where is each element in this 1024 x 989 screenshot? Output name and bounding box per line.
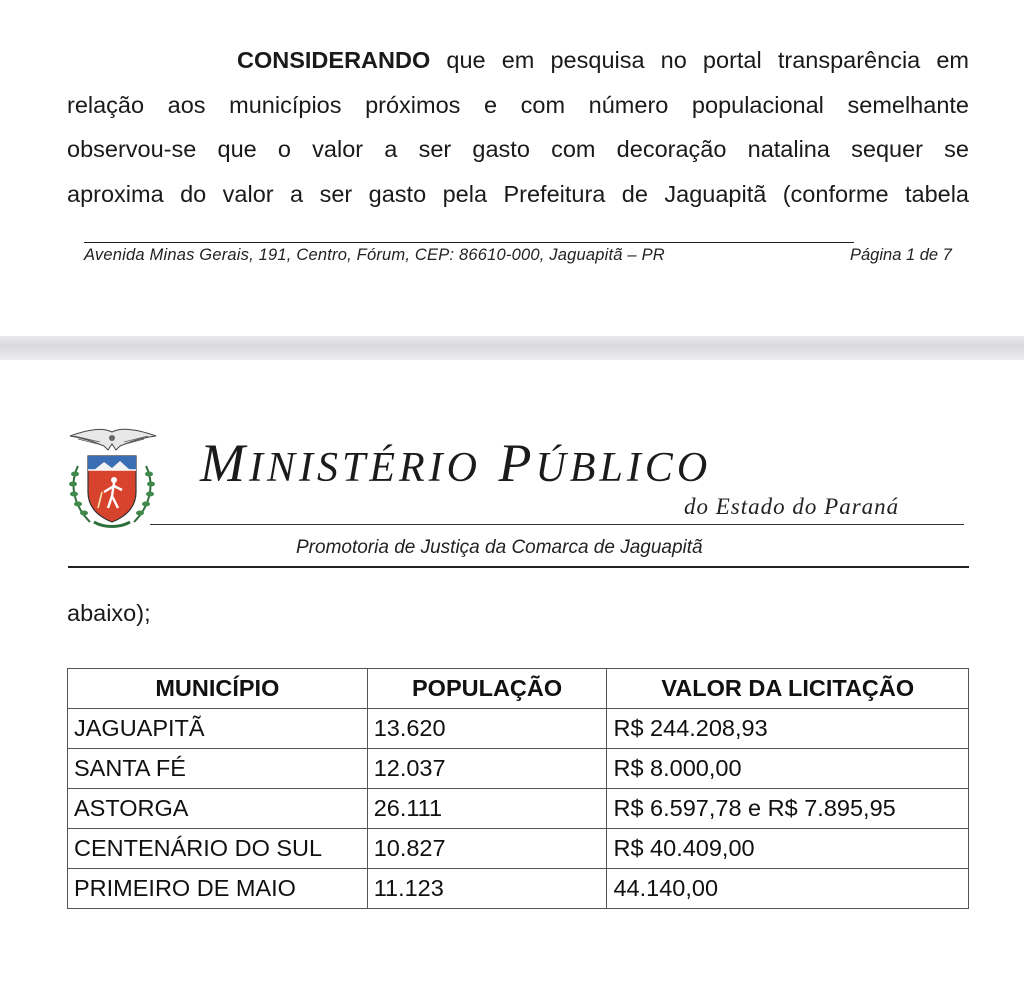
cell-municipio: ASTORGA xyxy=(68,789,368,829)
state-subtitle: do Estado do Paraná xyxy=(684,494,900,519)
parana-coat-of-arms-icon xyxy=(64,426,160,530)
paragraph-line: aproxima do valor a ser gasto pela Prefeitura de Jaguapitã (conforme tabela xyxy=(67,180,969,207)
cell-valor: R$ 40.409,00 xyxy=(607,829,969,869)
cell-populacao: 11.123 xyxy=(367,869,607,909)
cell-valor: R$ 8.000,00 xyxy=(607,749,969,789)
title-initial: M xyxy=(200,433,249,493)
cell-valor: R$ 244.208,93 xyxy=(607,709,969,749)
licitacao-table xyxy=(67,668,969,909)
promotoria-label: Promotoria de Justiça da Comarca de Jaguapitã xyxy=(296,537,703,558)
considerando-paragraph xyxy=(67,38,969,216)
table-row xyxy=(68,789,969,829)
cell-municipio: SANTA FÉ xyxy=(68,749,368,789)
paragraph-line: observou-se que o valor a ser gasto com decoração natalina sequer se xyxy=(67,136,969,162)
title-word: INISTÉRIO xyxy=(248,445,481,491)
table-row xyxy=(68,709,969,749)
paragraph-line xyxy=(67,38,969,83)
cell-valor: R$ 6.597,78 e R$ 7.895,95 xyxy=(607,789,969,829)
footer-divider xyxy=(84,242,854,243)
table-row xyxy=(68,869,969,909)
header-divider xyxy=(150,524,964,525)
table-header-row xyxy=(68,669,969,709)
cell-populacao: 26.111 xyxy=(367,789,607,829)
title-word: ÚBLICO xyxy=(535,445,712,491)
paragraph-text: que em pesquisa no portal transparência em xyxy=(446,47,970,73)
table-row xyxy=(68,749,969,789)
cell-municipio: PRIMEIRO DE MAIO xyxy=(68,869,368,909)
document-page-1 xyxy=(0,0,1024,336)
continuation-text: abaixo); xyxy=(67,600,151,626)
table-row xyxy=(68,829,969,869)
cell-populacao: 12.037 xyxy=(367,749,607,789)
header-bottom-divider xyxy=(68,566,969,568)
cell-municipio: JAGUAPITÃ xyxy=(68,709,368,749)
column-header-valor: VALOR DA LICITAÇÃO xyxy=(607,669,969,709)
footer-page-number: Página 1 de 7 xyxy=(850,246,952,264)
cell-municipio: CENTENÁRIO DO SUL xyxy=(68,829,368,869)
cell-populacao: 13.620 xyxy=(367,709,607,749)
column-header-municipio: MUNICÍPIO xyxy=(68,669,368,709)
ministerio-publico-title xyxy=(200,432,711,494)
cell-valor: 44.140,00 xyxy=(607,869,969,909)
considerando-keyword: CONSIDERANDO xyxy=(237,47,431,73)
page-separator xyxy=(0,336,1024,360)
column-header-populacao: POPULAÇÃO xyxy=(367,669,607,709)
cell-populacao: 10.827 xyxy=(367,829,607,869)
paragraph-line: relação aos municípios próximos e com número populacional semelhante xyxy=(67,91,969,118)
footer-address: Avenida Minas Gerais, 191, Centro, Fórum, CEP: 86610-000, Jaguapitã – PR xyxy=(84,246,665,264)
title-initial: P xyxy=(498,433,536,493)
document-page-2 xyxy=(0,360,1024,989)
